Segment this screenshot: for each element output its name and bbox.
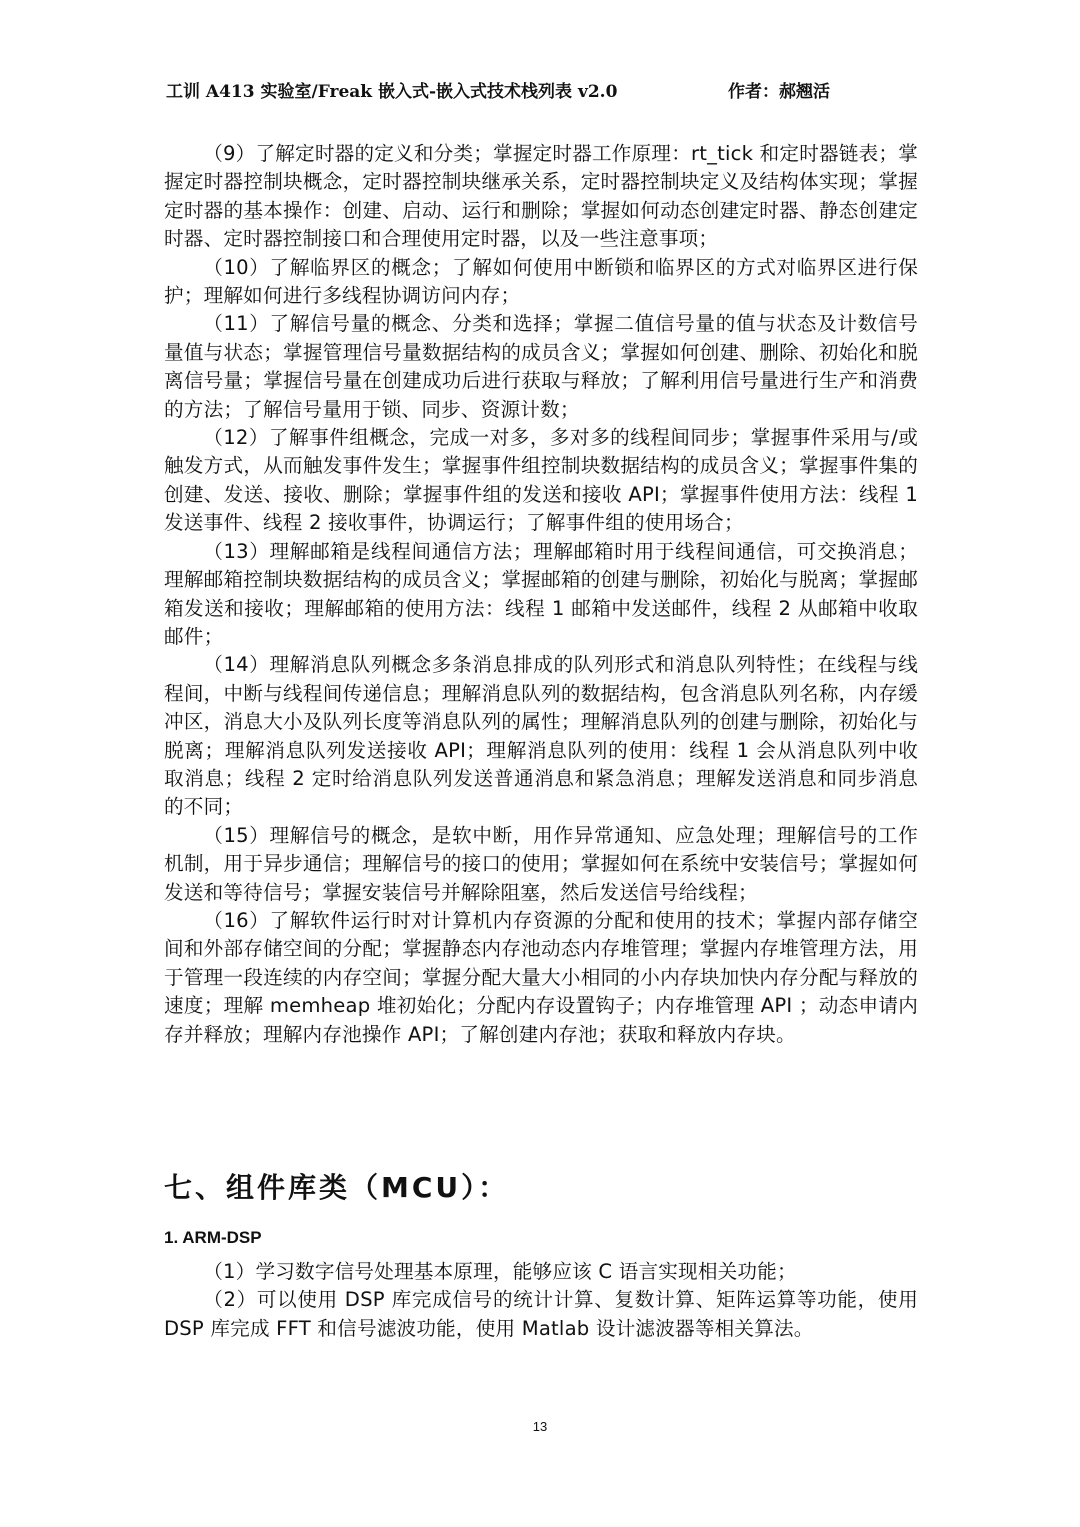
dsp-item-1: （1）学习数字信号处理基本原理，能够应该 C 语言实现相关功能； — [203, 1260, 797, 1283]
paragraph-item-13: （13）理解邮箱是线程间通信方法；理解邮箱时用于线程间通信，可交换消息；理解邮箱控制块数据结构的成员含义；掌握邮箱的创建与删除，初始化与脱离；掌握邮箱发送和接收；理解邮箱的使用方法：线程 1 邮箱中发送邮件，线程 2 从邮箱中收取邮件； — [164, 539, 918, 648]
paragraph-item-11: （11）了解信号量的概念、分类和选择；掌握二值信号量的值与状态及计数信号量值与状态；掌握管理信号量数据结构的成员含义；掌握如何创建、删除、初始化和脱离信号量；掌握信号量在创建成功后进行获取与释放；了解利用信号量进行生产和消费的方法；了解信号量用于锁、同步、资源计数； — [164, 312, 918, 421]
header-author: 作者：郝翘活 — [728, 82, 830, 102]
paragraph-item-15: （15）理解信号的概念，是软中断，用作异常通知、应急处理；理解信号的工作机制，用于异步通信；理解信号的接口的使用；掌握如何在系统中安装信号；掌握如何发送和等待信号；掌握安装信号并解除阻塞，然后发送信号给线程； — [164, 823, 918, 904]
paragraph-item-9: （9）了解定时器的定义和分类；掌握定时器工作原理：rt_tick 和定时器链表；掌握定时器控制块概念，定时器控制块继承关系，定时器控制块定义及结构体实现；掌握定时器的基本操作：创建、启动、运行和删除；掌握如何动态创建定时器、静态创建定时器、定时器控制接口和合理使用定时器，以及一些注意事项； — [164, 142, 918, 251]
header-title: 工训 A413 实验室/Freak 嵌入式-嵌入式技术栈列表 v2.0 — [166, 82, 618, 102]
paragraph-item-14: （14）理解消息队列概念多条消息排成的队列形式和消息队列特性；在线程与线程间，中断与线程间传递信息；理解消息队列的数据结构，包含消息队列名称，内存缓冲区，消息大小及队列长度等消息队列的属性；理解消息队列的创建与删除，初始化与脱离；理解消息队列发送接收 API；理解消息队列的使用：线程 1 会从消息队列中收取消息；线程 2 定时给消息队列发送普通消息和紧急消息；理解发送消息和同步消息的不同； — [164, 653, 918, 819]
section-heading: 七、组件库类（MCU）： — [164, 1171, 510, 1204]
page-header — [166, 78, 926, 106]
dsp-item-2: （2）可以使用 DSP 库完成信号的统计计算、复数计算、矩阵运算等功能，使用 DSP 库完成 FFT 和信号滤波功能，使用 Matlab 设计滤波器等相关算法。 — [164, 1288, 918, 1340]
sub-heading: 1. ARM-DSP — [164, 1228, 262, 1247]
body-text — [164, 140, 918, 1049]
page-number: 13 — [532, 1419, 548, 1434]
paragraph-item-12: （12）了解事件组概念，完成一对多，多对多的线程间同步；掌握事件采用与/或触发方式，从而触发事件发生；掌握事件组控制块数据结构的成员含义；掌握事件集的创建、发送、接收、删除；掌握事件组的发送和接收 API；掌握事件使用方法：线程 1 发送事件、线程 2 接收事件，协调运行；了解事件组的使用场合； — [164, 426, 918, 535]
sub-section-text — [164, 1258, 918, 1343]
paragraph-item-16: （16）了解软件运行时对计算机内存资源的分配和使用的技术；掌握内部存储空间和外部存储空间的分配；掌握静态内存池动态内存堆管理；掌握内存堆管理方法，用于管理一段连续的内存空间；掌握分配大量大小相同的小内存块加快内存分配与释放的速度；理解 memheap 堆初始化；分配内存设置钩子；内存堆管理 API ；动态申请内存并释放；理解内存池操作 API；了解创建内存池；获取和释放内存块。 — [164, 908, 918, 1046]
paragraph-item-10: （10）了解临界区的概念；了解如何使用中断锁和临界区的方式对临界区进行保护；理解如何进行多线程协调访问内存； — [164, 255, 918, 308]
